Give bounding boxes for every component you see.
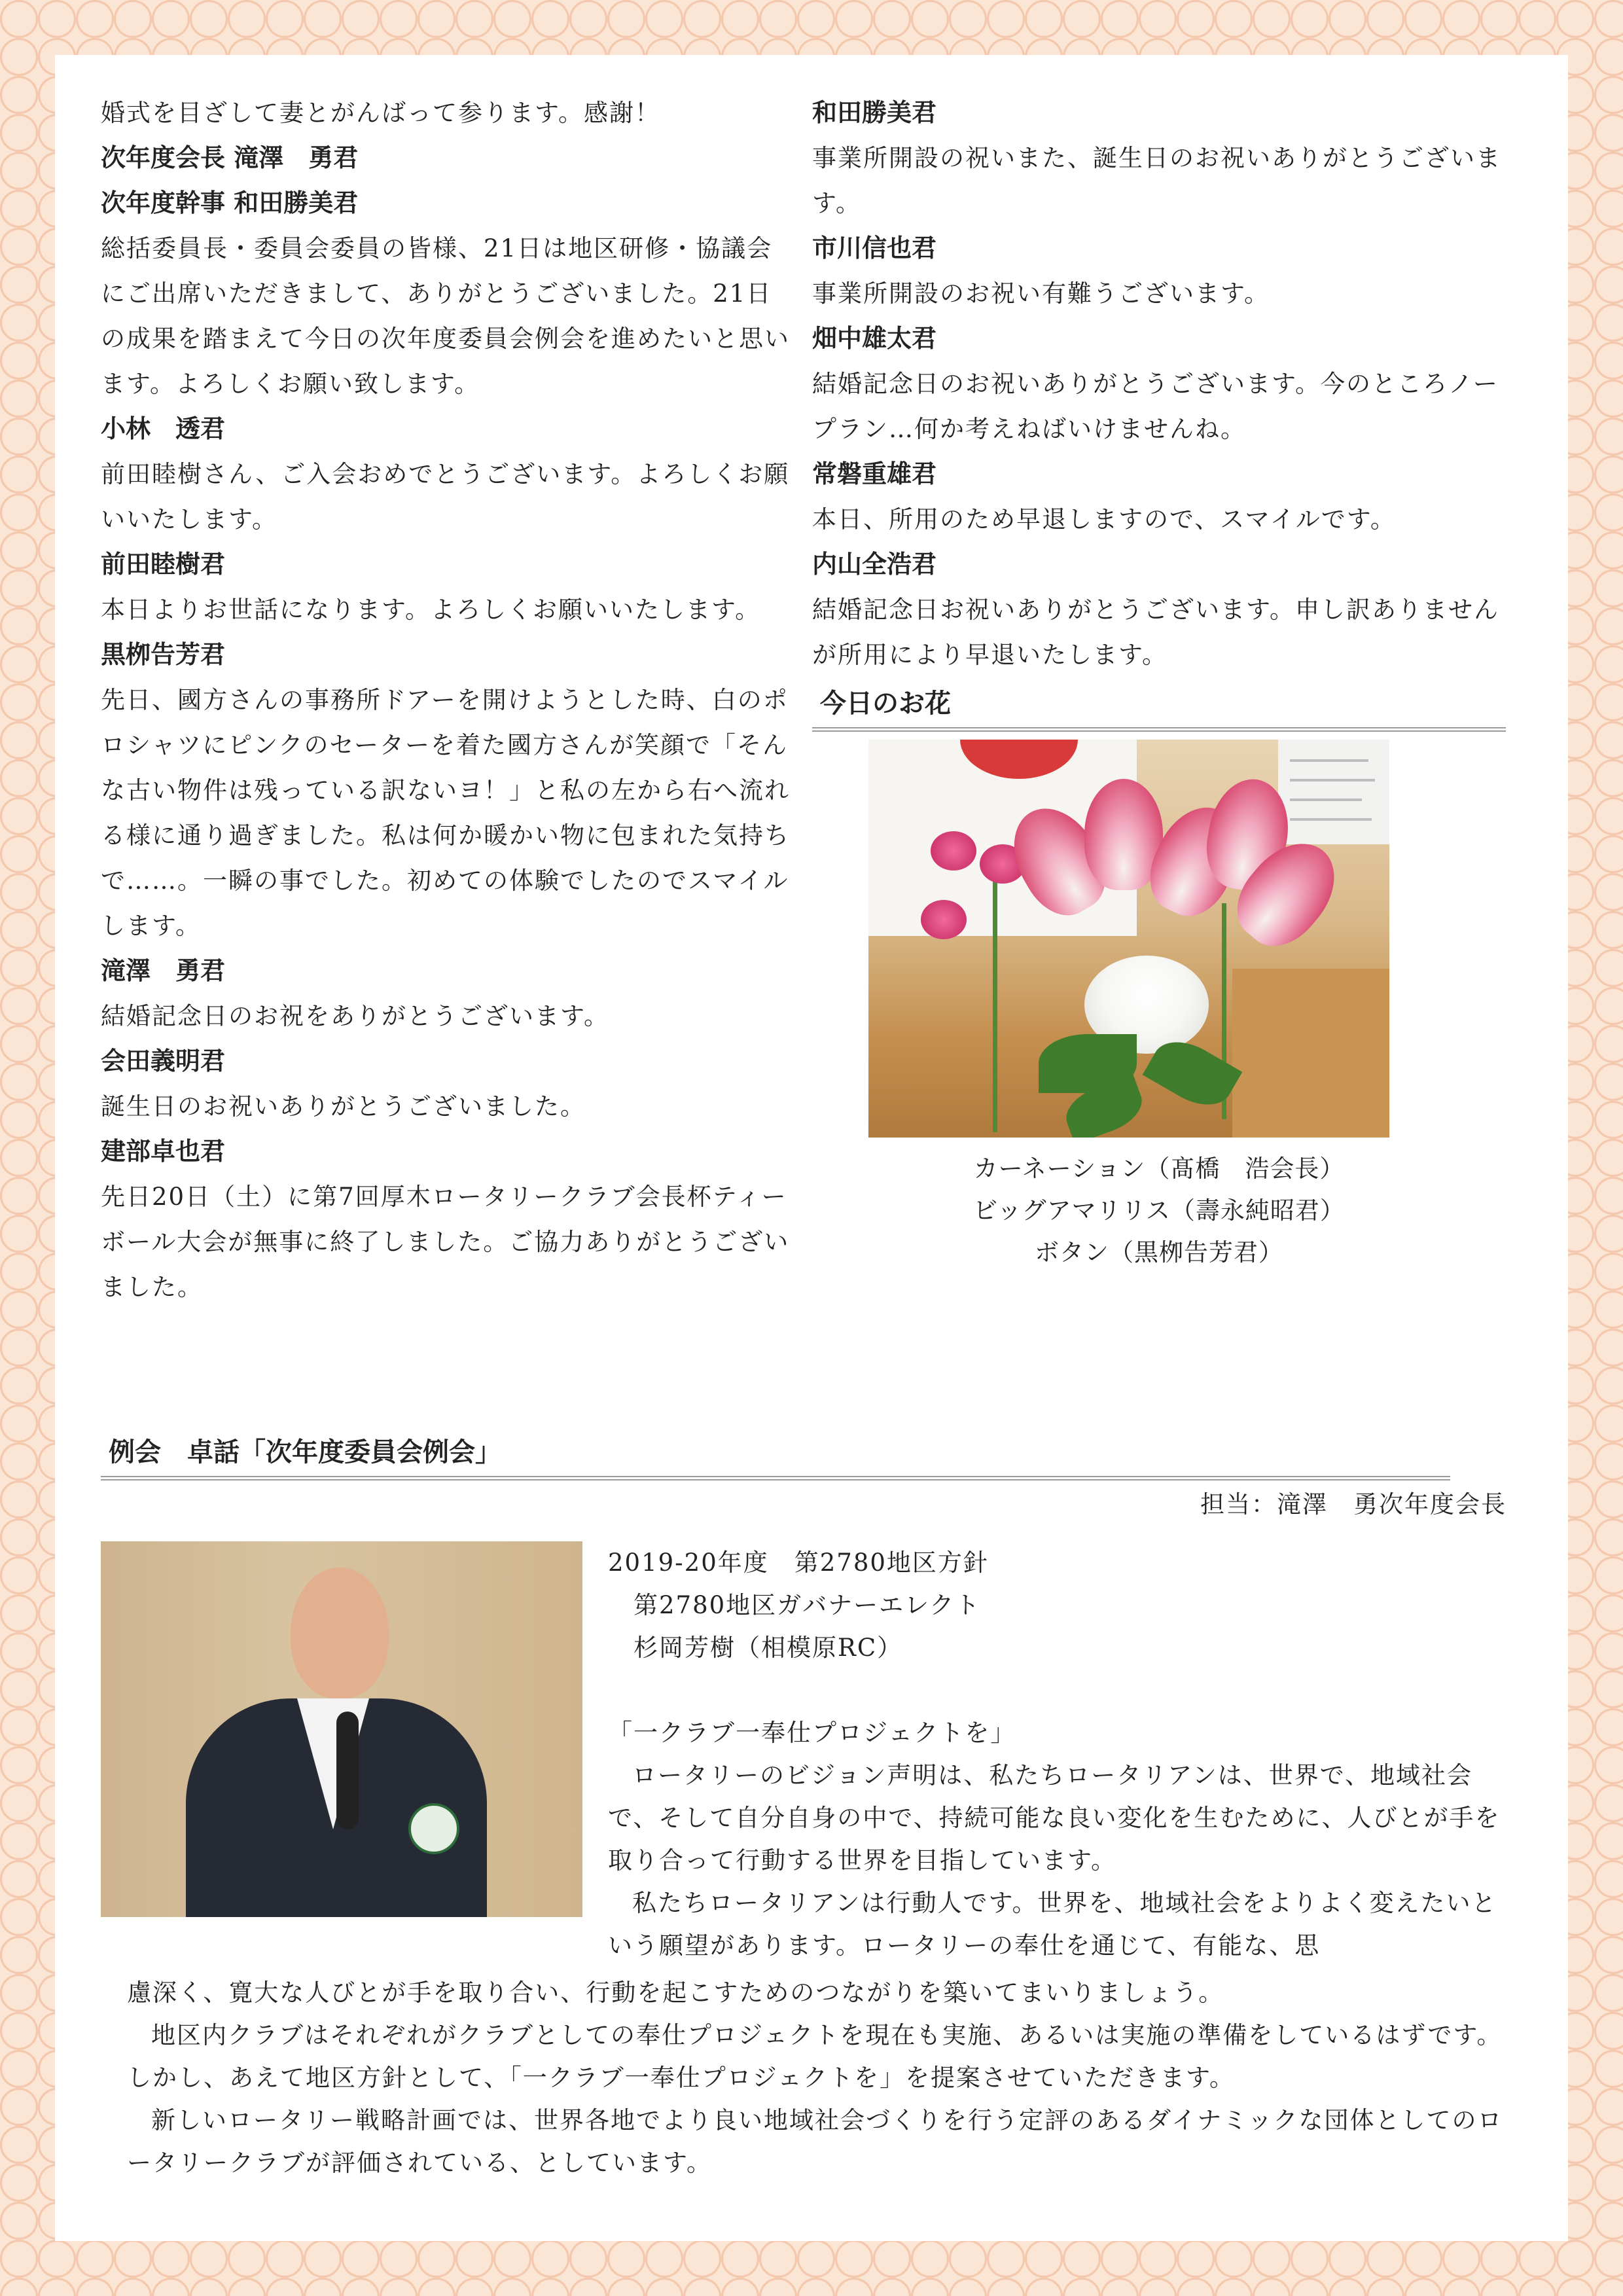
member-name: 内山全浩君 xyxy=(812,550,937,579)
talk-paragraph-continued: 慮深く、寛大な人びとが手を取り合い、行動を起こすためのつながりを築いてまいりましょう。 xyxy=(127,1979,1224,2007)
talk-paragraph: 地区内クラブはそれぞれがクラブとしての奉仕プロジェクトを現在も実施、あるいは実施の準備をしているはずです。しかし、あえて地区方針として、「一クラブ一奉仕プロジェクトを」を提案させていただきます。 xyxy=(127,2021,1503,2092)
talk-paragraph: ロータリーのビジョン声明は、私たちロータリアンは、世界で、地域社会で、そして自分自身の中で、持続可能な良い変化を生むために、人びとが手を取り合って行動する世界を目指しています。 xyxy=(608,1761,1501,1874)
spacer xyxy=(608,1669,1507,1712)
member-name: 小林 透君 xyxy=(101,414,226,443)
notice-paper xyxy=(1278,740,1389,844)
wooden-panel xyxy=(1232,969,1389,1138)
member-message: 結婚記念日のお祝をありがとうございます。 xyxy=(101,1002,610,1030)
member-name: 建部卓也君 xyxy=(101,1137,226,1166)
member-message: 本日、所用のため早退しますので、スマイルです。 xyxy=(812,505,1396,533)
speaker-head xyxy=(291,1568,389,1698)
talk-paragraph: 新しいロータリー戦略計画では、世界各地でより良い地域社会づくりを行う定評のあるダイナミックな団体としてのロータリークラブが評価されている、としています。 xyxy=(127,2106,1503,2177)
flower-section-title: 今日のお花 xyxy=(812,684,1506,732)
member-message: 結婚記念日お祝いありがとうございます。申し訳ありませんが所用により早退いたします。 xyxy=(812,596,1500,669)
left-text-1: 婚式を目ざして妻とがんばって参ります。感謝！ xyxy=(101,99,661,127)
talk-section-title: 例会 卓話「次年度委員会例会」 xyxy=(101,1433,1450,1480)
member-message: 事業所開設の祝いまた、誕生日のお祝いありがとうございます。 xyxy=(812,144,1501,217)
member-message: 先日、國方さんの事務所ドアーを開けようとした時、白のポロシャツにピンクのセーターを着た國方さんが笑顔で「そんな古い物件は残っている訳ないヨ！」と私の左から右へ流れる様に通り過ぎました。私は何か暖かい物に包まれた気持ちで……。一瞬の事でした。初めての体験でしたのでスマイルします。 xyxy=(101,686,790,940)
member-name: 会田義明君 xyxy=(101,1047,226,1075)
member-name: 常磐重雄君 xyxy=(812,459,937,488)
member-name: 前田睦樹君 xyxy=(101,550,226,579)
talk-lower-text xyxy=(127,1971,1507,2184)
carnation-flower xyxy=(921,900,967,939)
member-name: 次年度幹事 和田勝美君 xyxy=(101,188,359,217)
member-message: 事業所開設のお祝い有難うございます。 xyxy=(812,279,1270,308)
right-column xyxy=(812,90,1506,1274)
member-name: 黒栁告芳君 xyxy=(101,640,226,669)
carnation-flower xyxy=(931,831,976,870)
talk-section xyxy=(101,1433,1507,2177)
member-message: 総括委員長・委員会委員の皆様、21日は地区研修・協議会にご出席いただきまして、ありがとうございました。21日の成果を踏まえて今日の次年度委員会例会を進めたいと思います。よろしくお願い致します。 xyxy=(101,234,790,398)
member-message: 誕生日のお祝いありがとうございました。 xyxy=(101,1092,586,1121)
talk-upper-text xyxy=(608,1541,1507,1967)
member-name: 市川信也君 xyxy=(812,234,937,262)
flower-caption: ボタン（黒栁告芳君） xyxy=(1035,1238,1283,1266)
paper-line xyxy=(1290,779,1375,781)
rotary-badge xyxy=(408,1803,459,1854)
page-sheet xyxy=(55,55,1568,2241)
talk-paragraph: 私たちロータリアンは行動人です。世界を、地域社会をよりよく変えたいという願望があります。ロータリーの奉仕を通じて、有能な、思 xyxy=(608,1889,1497,1960)
member-message: 前田睦樹さん、ご入会おめでとうございます。よろしくお願いいたします。 xyxy=(101,460,790,533)
flag-sun xyxy=(960,740,1078,779)
member-name: 次年度会長 滝澤 勇君 xyxy=(101,143,359,172)
talk-heading-line: 2019-20年度 第2780地区方針 xyxy=(608,1549,989,1577)
paper-line xyxy=(1290,798,1362,801)
flower-section xyxy=(812,684,1506,1274)
talk-charge: 担当：滝澤 勇次年度会長 xyxy=(1200,1490,1507,1518)
flower-captions xyxy=(812,1148,1506,1274)
speaker-photo xyxy=(101,1541,582,1917)
paper-line xyxy=(1290,759,1368,762)
member-message: 本日よりお世話になります。よろしくお願いいたします。 xyxy=(101,596,761,624)
member-name: 和田勝美君 xyxy=(812,98,937,127)
member-name: 滝澤 勇君 xyxy=(101,956,226,985)
talk-theme: 「一クラブ一奉仕プロジェクトを」 xyxy=(608,1719,1016,1747)
flower-photo xyxy=(868,740,1389,1138)
member-name: 畑中雄太君 xyxy=(812,324,937,353)
paper-line xyxy=(1290,818,1372,821)
member-message: 結婚記念日のお祝いありがとうございます。今のところノープラン…何か考えねばいけませんね。 xyxy=(812,370,1499,443)
microphone xyxy=(336,1712,359,1829)
talk-heading-line: 第2780地区ガバナーエレクト xyxy=(608,1591,981,1619)
flower-caption: カーネーション（髙橋 浩会長） xyxy=(973,1155,1345,1183)
carnation-stem xyxy=(993,870,997,1132)
left-column xyxy=(101,90,794,1310)
member-message: 先日20日（土）に第7回厚木ロータリークラブ会長杯ティーボール大会が無事に終了しました。ご協力ありがとうございました。 xyxy=(101,1183,790,1301)
flower-caption: ビッグアマリリス（壽永純昭君） xyxy=(973,1196,1345,1225)
talk-heading-line: 杉岡芳樹（相模原RC） xyxy=(608,1634,903,1662)
